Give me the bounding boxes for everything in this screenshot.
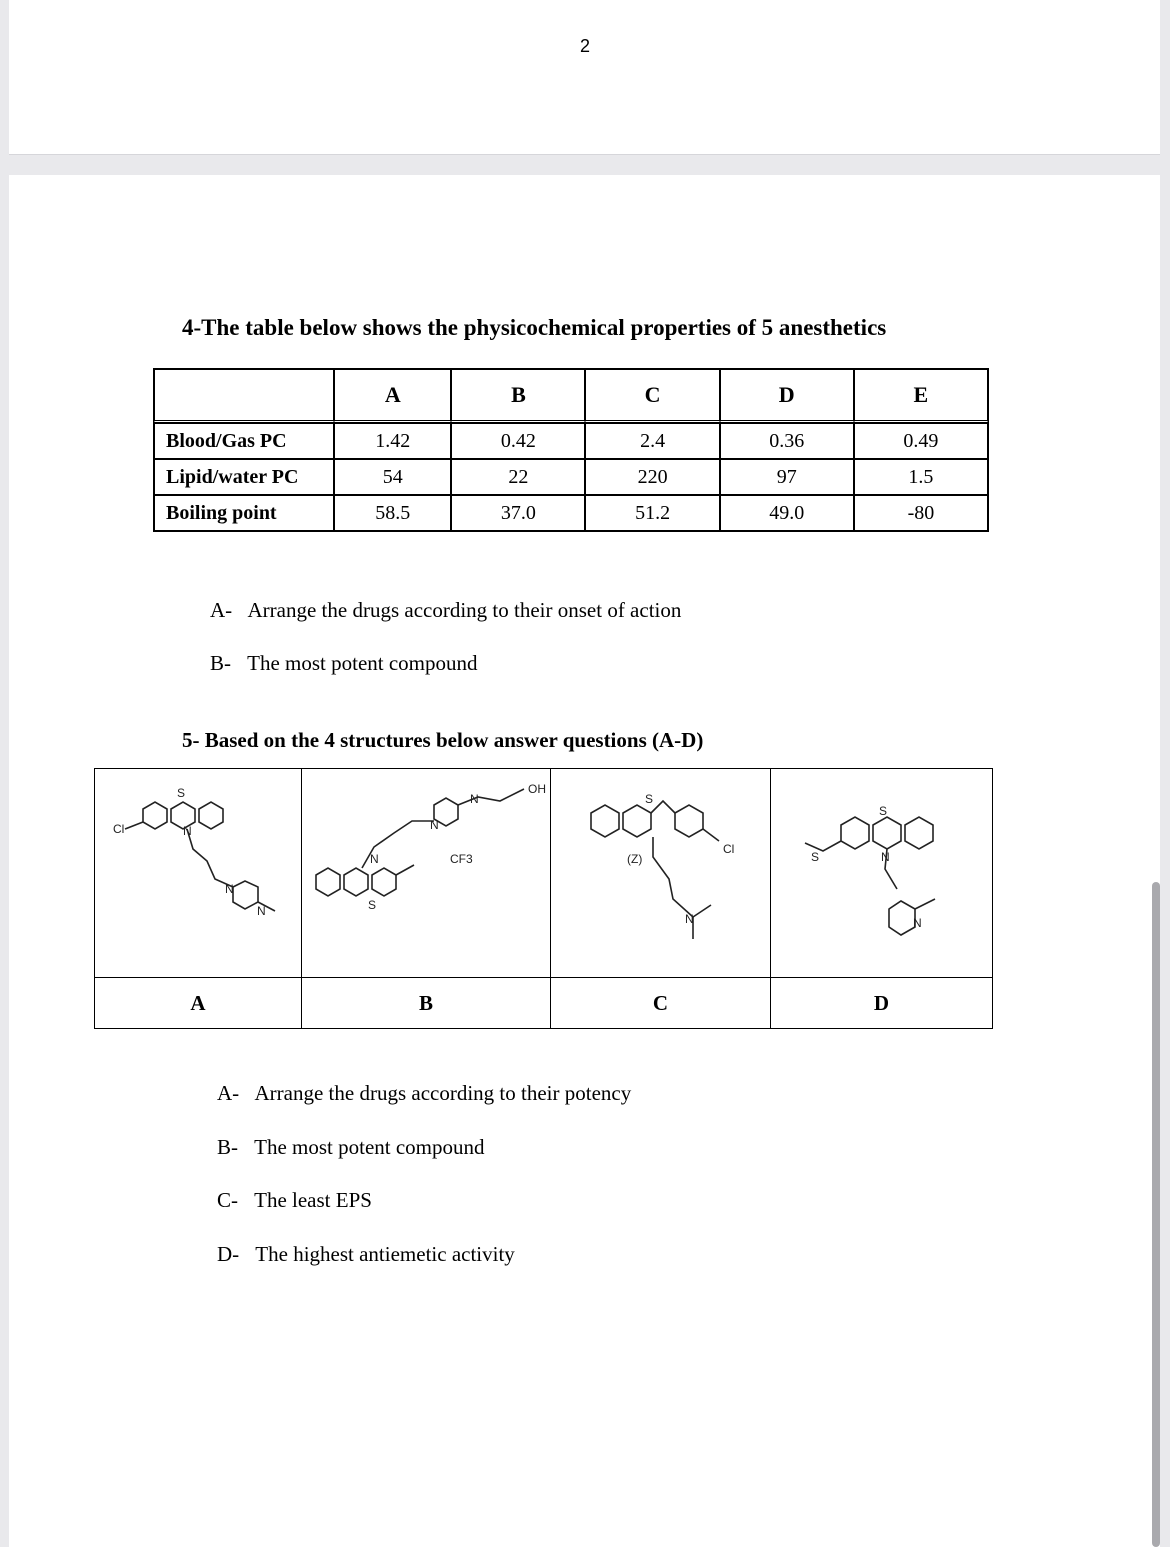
subquestion-text: The highest antiemetic activity xyxy=(255,1242,515,1266)
table-cell: 1.42 xyxy=(334,423,451,459)
table-header-row xyxy=(154,369,988,423)
subquestion-letter: B- xyxy=(210,651,231,675)
sulfur-atom-label: S xyxy=(879,804,888,818)
table-corner-cell xyxy=(154,369,334,423)
subquestion-letter: A- xyxy=(210,598,233,622)
question-4-heading: 4-The table below shows the physicochemical properties of 5 anesthetics xyxy=(182,315,887,340)
nitrogen-atom-label: N xyxy=(881,850,890,864)
table-cell: 0.42 xyxy=(451,423,585,459)
sulfur-atom-label: S xyxy=(368,898,377,912)
table-cell: 0.36 xyxy=(720,423,854,459)
column-header: E xyxy=(854,369,988,423)
sulfur-atom-label: S xyxy=(177,786,186,800)
structure-a-cell xyxy=(95,769,302,978)
column-header: C xyxy=(585,369,719,423)
subquestion-text: Arrange the drugs according to their onset of action xyxy=(247,598,682,622)
sulfur-atom-label: S xyxy=(645,792,654,806)
table-cell: 1.5 xyxy=(854,459,988,495)
table-cell: -80 xyxy=(854,495,988,531)
subquestion-letter: D- xyxy=(217,1242,240,1266)
structure-d-cell xyxy=(771,769,993,978)
subquestion-text: Arrange the drugs according to their potency xyxy=(254,1081,632,1105)
properties-table xyxy=(153,368,989,532)
subquestion xyxy=(210,651,478,676)
scrollbar-thumb[interactable] xyxy=(1152,882,1160,1547)
page-number: 2 xyxy=(579,36,590,56)
table-cell: 97 xyxy=(720,459,854,495)
nitrogen-atom-label: N xyxy=(225,882,234,896)
nitrogen-atom-label: N xyxy=(913,916,922,930)
nitrogen-atom-label: N xyxy=(370,852,379,866)
column-header: D xyxy=(720,369,854,423)
page-top-sheet xyxy=(9,0,1160,155)
structures-table xyxy=(94,768,993,1029)
structure-d-diagram xyxy=(771,769,992,977)
subquestion xyxy=(217,1135,485,1160)
subquestion xyxy=(217,1242,515,1267)
structure-c-cell xyxy=(551,769,771,978)
row-label: Blood/Gas PC xyxy=(154,423,334,459)
table-cell: 37.0 xyxy=(451,495,585,531)
structure-a-diagram xyxy=(95,769,301,977)
nitrogen-atom-label: N xyxy=(685,912,694,926)
table-cell: 51.2 xyxy=(585,495,719,531)
sulfur-atom-label: S xyxy=(811,850,820,864)
table-row xyxy=(154,423,988,459)
table-cell: 0.49 xyxy=(854,423,988,459)
subquestion xyxy=(217,1081,631,1106)
row-label: Lipid/water PC xyxy=(154,459,334,495)
table-cell: 22 xyxy=(451,459,585,495)
question-5-heading: 5- Based on the 4 structures below answer questions (A-D) xyxy=(182,728,704,752)
structure-label: B xyxy=(302,978,551,1029)
subquestion-letter: C- xyxy=(217,1188,238,1212)
nitrogen-atom-label: N xyxy=(430,818,439,832)
structure-c-diagram xyxy=(551,769,770,977)
table-cell: 49.0 xyxy=(720,495,854,531)
hydroxyl-group-label: OH xyxy=(528,782,546,796)
z-stereo-label: (Z) xyxy=(627,852,643,866)
structure-label: D xyxy=(771,978,993,1029)
table-cell: 220 xyxy=(585,459,719,495)
subquestion-text: The most potent compound xyxy=(254,1135,485,1159)
table-cell: 2.4 xyxy=(585,423,719,459)
column-header: A xyxy=(334,369,451,423)
table-cell: 54 xyxy=(334,459,451,495)
structure-b-diagram xyxy=(302,769,550,977)
nitrogen-atom-label: N xyxy=(257,904,266,918)
chlorine-atom-label: Cl xyxy=(723,842,735,856)
subquestion xyxy=(217,1188,372,1213)
subquestion-letter: A- xyxy=(217,1081,240,1105)
row-label: Boiling point xyxy=(154,495,334,531)
subquestion-text: The most potent compound xyxy=(247,651,478,675)
structure-label: C xyxy=(551,978,771,1029)
table-cell: 58.5 xyxy=(334,495,451,531)
structure-label: A xyxy=(95,978,302,1029)
table-row xyxy=(154,459,988,495)
subquestion-letter: B- xyxy=(217,1135,238,1159)
nitrogen-atom-label: N xyxy=(470,792,479,806)
column-header: B xyxy=(451,369,585,423)
structure-b-cell xyxy=(302,769,551,978)
chlorine-atom-label: Cl xyxy=(113,822,125,836)
nitrogen-atom-label: N xyxy=(183,824,192,838)
subquestion-text: The least EPS xyxy=(254,1188,372,1212)
cf3-group-label: CF3 xyxy=(450,852,473,866)
subquestion xyxy=(210,598,681,623)
table-row xyxy=(154,495,988,531)
